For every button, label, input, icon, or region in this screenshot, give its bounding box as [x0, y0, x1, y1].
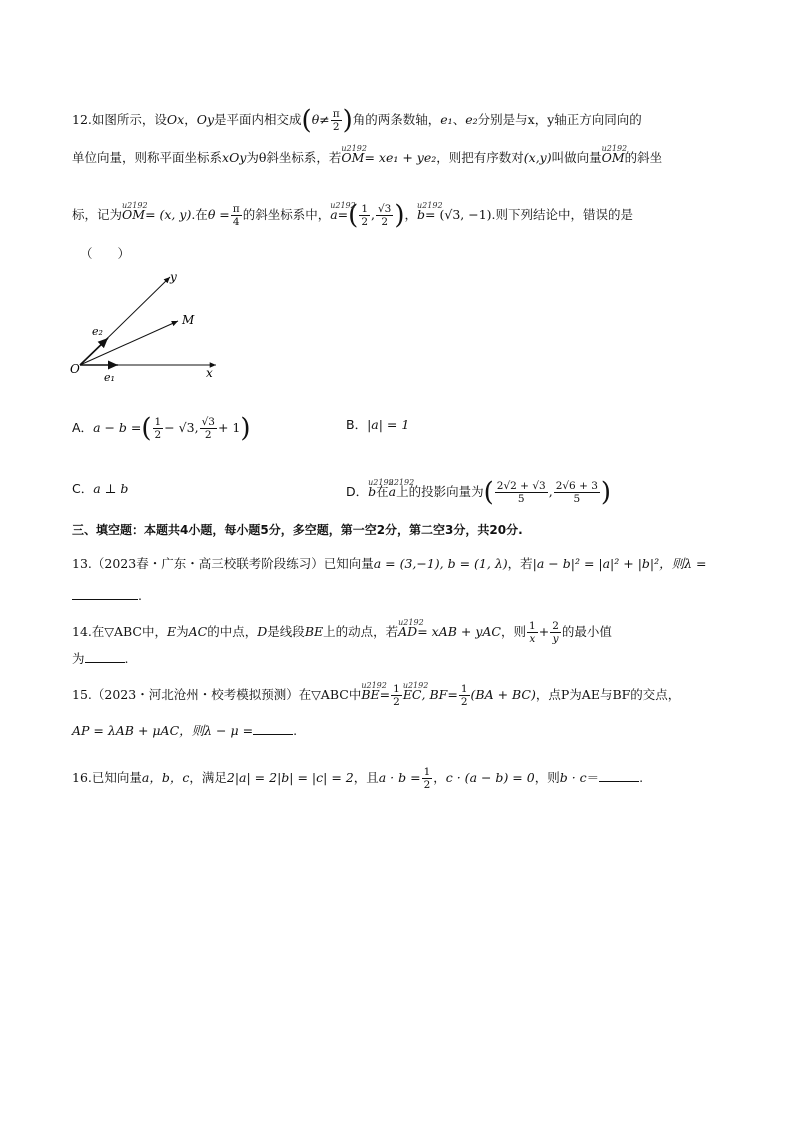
om-vector-3: u2192 OM	[122, 206, 145, 224]
paren-left: (	[348, 200, 359, 231]
q15-ask: ，则λ − μ =	[179, 723, 254, 738]
option-d-x-fraction	[495, 480, 548, 505]
q16-pre: 16.已知向量	[72, 770, 142, 785]
q15-ec-vector: u2192 EC	[403, 686, 422, 704]
q14-d: D	[257, 624, 268, 639]
q14-t5: ，则	[501, 624, 527, 639]
q15-ap-relation: AP = λAB + μAC	[72, 723, 180, 738]
paren-right: )	[600, 477, 612, 508]
option-d-label: D．	[346, 484, 369, 499]
q16-answer-blank[interactable]	[599, 769, 639, 782]
q13-line-2	[72, 587, 142, 605]
fraction-numerator: √3	[201, 416, 215, 428]
fraction-numerator: π	[232, 203, 240, 215]
fraction-denominator: x	[529, 633, 536, 645]
oblique-coordinate-figure	[68, 265, 228, 385]
plus-sign: +	[538, 624, 550, 639]
fraction-denominator: 2	[154, 429, 162, 441]
q14-t3: 是线段	[267, 624, 305, 639]
q16-condition-2: a · b =	[378, 770, 421, 785]
x-label: x	[206, 366, 213, 380]
om-vector-2: u2192 OM	[602, 149, 625, 167]
theta-condition: θ≠	[311, 112, 330, 127]
om-vector: u2192 OM	[341, 149, 364, 167]
om-definition: = xe₁ + ye₂	[364, 150, 437, 165]
q14-pre: 14.在▽ABC中，	[72, 624, 168, 639]
q13-answer-blank[interactable]	[72, 587, 138, 600]
half-fraction	[391, 683, 402, 708]
section-3-heading: 三、填空题：本题共4小题，每小题5分，多空题，第一空2分，第二空3分，共20分.	[72, 523, 523, 537]
q14-t4: 上的动点，若	[323, 624, 399, 639]
pi-over-4-fraction	[231, 203, 242, 228]
fraction-numerator: 2√6 + 3	[555, 480, 598, 492]
answer-paren: （ ）	[80, 246, 131, 261]
q12-line3-pre: 标，记为	[72, 207, 123, 222]
option-d-b: u2192 b	[368, 483, 376, 501]
q12-line-3: 标，记为u2192 OM= (x, y).在θ = $\frac{\pi}{4}$ 的斜坐标系中，u2192 a=( $\frac{1}{2}$ , $\frac{√3}{2}$ )，u2192 b= (√3, −1).则下列结论中，错误的是	[72, 203, 633, 228]
comma: ，	[404, 207, 418, 222]
q14-t2: 的中点，	[207, 624, 258, 639]
fraction-denominator: y	[552, 633, 559, 645]
q12-line2-mid2: ，则把有序数对	[436, 150, 524, 165]
q14-relation: = xAB + yAC	[417, 624, 501, 639]
option-a-x-fraction	[153, 416, 164, 441]
q14-line-2	[72, 650, 129, 668]
q14-line-1	[72, 620, 612, 645]
option-a[interactable]	[72, 413, 251, 444]
e2-label: e₂	[92, 325, 103, 338]
q15-answer-blank[interactable]	[253, 722, 293, 735]
fraction-denominator: 4	[232, 216, 240, 228]
fraction-denominator: 2	[204, 429, 212, 441]
q14-be: BE	[304, 624, 324, 639]
q12-line-2	[72, 149, 662, 167]
q15-mid: ，点P为AE与BF的交点，	[535, 687, 681, 702]
option-b-text: |a| = 1	[367, 417, 410, 432]
q12-line3-mid2: 的斜坐标系中，	[242, 207, 331, 222]
q14-t6: 的最小值	[561, 624, 612, 639]
q12-line-1	[72, 105, 642, 136]
a-y-fraction	[376, 203, 393, 228]
e2-vector: e₂	[465, 112, 478, 127]
q12-line2-post: 叫做向量	[551, 150, 602, 165]
fraction-numerator: √3	[377, 203, 392, 215]
pi-over-2-fraction	[331, 108, 342, 133]
a-x-fraction	[359, 203, 370, 228]
option-c-label: C．	[72, 481, 94, 496]
q15-line-1	[72, 683, 680, 708]
option-d[interactable]: D．u2192 b在u2192 a上的投影向量为( $\frac{2√2 + √3}{5}$ , $\frac{2√6 + 3}{5}$ )	[346, 480, 611, 505]
q14-ac: AC	[188, 624, 208, 639]
option-a-y-fraction	[200, 416, 217, 441]
fraction-denominator: 2	[381, 216, 389, 228]
paren-right: )	[394, 200, 405, 231]
fraction-denominator: 5	[573, 493, 581, 505]
e2-arrow	[80, 338, 108, 365]
o-label: O	[70, 362, 80, 376]
fraction-denominator: 2	[393, 696, 400, 708]
q16-t2: ，且	[353, 770, 379, 785]
option-c[interactable]	[72, 480, 128, 498]
q15-pre: 15.（2023・河北沧州・校考模拟预测）在▽ABC中	[72, 687, 362, 702]
q16-condition-1: 2|a| = 2|b| = |c| = 2	[226, 770, 354, 785]
fraction-denominator: 2	[423, 779, 431, 791]
q16-t1: ，满足	[189, 770, 227, 785]
option-d-mid: 在	[376, 484, 389, 499]
e1-vector: e₁	[440, 112, 453, 127]
q13-post: ，则λ =	[659, 556, 707, 571]
q15-be-vector: u2192 BE	[361, 686, 379, 704]
q12-sep: ，	[184, 112, 197, 127]
q15-ba-bc: (BA + BC)	[470, 687, 536, 702]
e1-label: e₁	[104, 371, 115, 384]
q13-pre: 13.（2023春・广东・高三校联考阶段练习）已知向量	[72, 556, 374, 571]
fraction-numerator: 2	[552, 620, 559, 632]
equals-sign: =	[337, 207, 349, 222]
b-value: = (√3, −1)	[425, 207, 492, 222]
equals-sign: =	[447, 687, 458, 702]
fraction-denominator: 2	[460, 696, 468, 708]
q12-line3-mid: .在	[191, 207, 208, 222]
option-b[interactable]	[346, 416, 409, 434]
q14-e: E	[167, 624, 177, 639]
fraction-denominator: 2	[332, 121, 340, 133]
paren-left: (	[301, 105, 312, 136]
fraction-numerator: 1	[361, 203, 368, 215]
q13-condition: |a − b|² = |a|² + |b|²	[532, 556, 660, 571]
q13-end: .	[138, 588, 142, 603]
q15-bf-vector: , BF	[421, 687, 448, 702]
oy-axis-label: Oy	[196, 112, 215, 127]
option-a-label: A．	[72, 420, 94, 435]
y-label: y	[170, 270, 177, 284]
om-equals-xy: = (x, y)	[145, 207, 192, 222]
q12-text-mid: 是平面内相交成	[214, 112, 302, 127]
paren-left: (	[483, 477, 494, 508]
q12-line2-mid: 为θ斜坐标系，若	[246, 150, 342, 165]
fraction-numerator: 2√2 + √3	[496, 480, 546, 492]
option-d-text: 上的投影向量为	[396, 484, 484, 499]
q13-mid: ，若	[507, 556, 533, 571]
fraction-numerator: 1	[460, 683, 468, 695]
option-c-text: a ⊥ b	[93, 481, 129, 496]
q12-line1-end: 分别是与x，y轴正方向同向的	[477, 112, 642, 127]
paren-left: (	[141, 413, 152, 444]
one-over-x-fraction	[527, 620, 538, 645]
option-a-y-tail: + 1	[217, 420, 241, 435]
q12-line2-end: 的斜坐	[624, 150, 663, 165]
q15-end: .	[293, 723, 298, 738]
ox-axis-label: Ox	[166, 112, 185, 127]
ordered-pair: (x,y)	[523, 150, 552, 165]
q16-sep: ，	[433, 770, 446, 785]
q15-line-2	[72, 722, 297, 740]
fraction-denominator: 5	[517, 493, 525, 505]
m-label: M	[182, 313, 195, 327]
paren-right: )	[240, 413, 251, 444]
option-d-y-fraction	[554, 480, 600, 505]
option-a-x-tail: − √3,	[164, 420, 199, 435]
q12-line2-pre: 单位向量，则称平面坐标系	[72, 150, 223, 165]
fraction-numerator: π	[332, 108, 340, 120]
q14-end: .	[124, 651, 129, 666]
fraction-numerator: 1	[423, 766, 431, 778]
q12-line3-end: .则下列结论中，错误的是	[491, 207, 634, 222]
xoy-label: xOy	[222, 150, 247, 165]
q16-line	[72, 766, 643, 791]
fraction-denominator: 2	[361, 216, 368, 228]
option-d-a: u2192 a	[389, 483, 396, 501]
q16-t3: ，则	[534, 770, 560, 785]
vector-b: u2192 b	[417, 206, 425, 224]
option-a-lhs: a − b =	[93, 420, 142, 435]
paren-right: )	[342, 105, 353, 136]
q14-answer-blank[interactable]	[85, 650, 125, 663]
q16-vectors: a，b，c	[141, 770, 190, 785]
q12-dun: 、	[452, 112, 466, 127]
q14-ad-vector: u2192 AD	[398, 623, 417, 641]
fraction-numerator: 1	[529, 620, 536, 632]
q16-equals: ＝	[586, 770, 600, 785]
q14-line2-text: 为	[72, 651, 85, 666]
fraction-numerator: 1	[393, 683, 400, 695]
q13-vectors: a = (3,−1), b = (1, λ)	[373, 556, 508, 571]
option-b-label: B．	[346, 417, 368, 432]
q14-t1: 为	[176, 624, 189, 639]
fraction-numerator: 1	[154, 416, 162, 428]
q16-ask: b · c	[559, 770, 587, 785]
q12-text-post: 角的两条数轴，	[352, 112, 441, 127]
vector-a: u2192 a	[330, 206, 337, 224]
two-over-y-fraction	[550, 620, 561, 645]
q16-condition-3: c · (a − b) = 0	[445, 770, 535, 785]
q12-number-text: 12.如图所示，设	[72, 112, 167, 127]
q16-half-fraction	[422, 766, 433, 791]
q16-end: .	[639, 770, 644, 785]
equals-sign: =	[379, 687, 391, 702]
half-fraction-2	[459, 683, 470, 708]
q13-line-1	[72, 555, 707, 573]
theta-equals: θ =	[207, 207, 230, 222]
